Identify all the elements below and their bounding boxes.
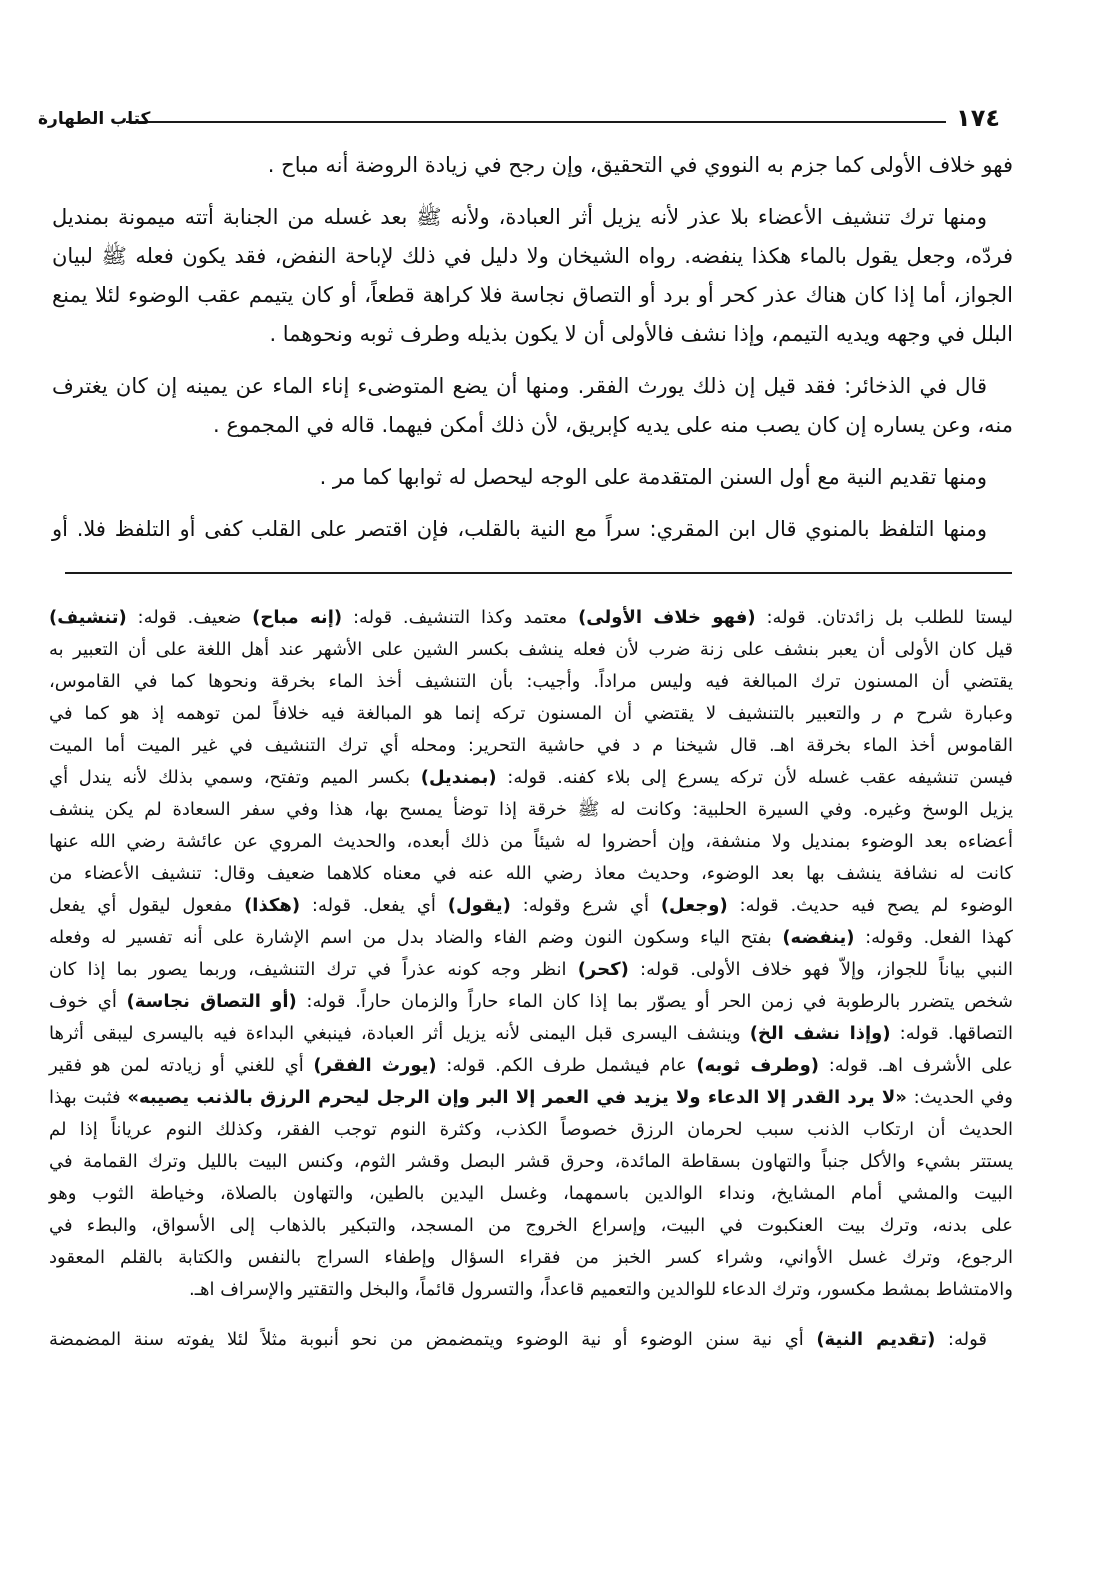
quoted-term: (فهو خلاف الأولى) <box>578 607 756 628</box>
main-paragraph <box>50 367 1013 445</box>
quoted-term: (ينفضه) <box>782 927 855 948</box>
footnote-line <box>47 1050 1013 1082</box>
footnote-line <box>47 858 1013 890</box>
text-run: الجواز، أما إذا كان هناك عذر كحر أو برد أو التصاق نجاسة فلا كراهة قطعاً، أو كان يتيمم عقب الوضوء لئلا يمنع <box>52 283 1013 307</box>
line-text <box>49 858 1013 890</box>
text-run: مفعول ليقول أي يفعل <box>49 895 245 916</box>
line-text <box>49 666 1013 698</box>
footnote-line <box>47 730 1013 762</box>
text-run: فردّه، وجعل يقول بالماء هكذا ينفضه. رواه الشيخان ولا دليل في ذلك لإباحة النفض، فقد يكون فعله ﷺ لبيان <box>52 244 1013 268</box>
line-text <box>49 762 1013 794</box>
line-text <box>49 698 1013 730</box>
text-run: البيت والمشي أمام المشايخ، ونداء الوالدين باسمهما، وغسل اليدين بالطين، والتهاون بالصلاة، وخياطة الثوب وهو <box>49 1183 1013 1204</box>
footnote-line <box>47 698 1013 730</box>
line-text <box>52 276 1013 315</box>
main-paragraph <box>50 146 1013 185</box>
line-text <box>49 1146 1013 1178</box>
line-text <box>269 315 1013 354</box>
footnote-line <box>47 1242 1013 1274</box>
running-title: كتاب الطهارة <box>38 109 151 129</box>
footnote-line <box>47 762 1013 794</box>
quoted-term: (تقديم النية) <box>816 1329 936 1350</box>
quoted-term: (أو التصاق نجاسة) <box>126 991 297 1012</box>
text-run: عام فيشمل طرف الكم. قوله: <box>436 1055 697 1076</box>
text-run: أي للغني أو زيادته لمن هو فقير <box>48 1055 314 1076</box>
line-text <box>49 1050 1013 1082</box>
text-run: قيل كان الأولى أن يعبر بنشف على زنة ضرب لأن فعله ينشف بكسر الشين على الأشهر عند أهل اللغة على أن التعبير به <box>49 639 1013 660</box>
text-run: بفتح الياء وسكون النون وضم الفاء والضاد بدل من اسم الإشارة على أنه تفسير له وفعله <box>49 927 783 948</box>
line-text <box>49 1324 987 1356</box>
line-text <box>49 794 1013 826</box>
quoted-term: (هكذا) <box>244 895 301 916</box>
footnote-paragraph <box>47 602 1013 1306</box>
text-run: فثبت بهذا <box>48 1087 128 1108</box>
main-paragraph <box>50 198 1013 354</box>
text-run: التصاقها. قوله: <box>890 1023 1013 1044</box>
main-text-line <box>50 367 1013 406</box>
page-number: ١٧٤ <box>956 104 1000 132</box>
text-run: الوضوء لم يصح فيه حديث. قوله: <box>727 895 1013 916</box>
text-run: أي نية سنن الوضوء أو نية الوضوء ويتمضمض من نحو أنبوبة مثلاً لئلا يفوته سنة المضمضة <box>49 1329 817 1350</box>
line-text <box>49 1082 1013 1114</box>
text-run: ضعيف. قوله: <box>126 607 253 628</box>
main-text-line <box>50 146 1013 185</box>
text-run: الرجوع، وترك غسل الأواني، وشراء كسر الخبز من فقراء السؤال وإطفاء السراج بالنفس والكتابة بالقلم المعقود <box>49 1247 1013 1268</box>
text-run: يستتر بشيء والأكل جنباً والتهاون بسقاطة المائدة، وحرق قشر البصل وقشر الثوم، وكنس البيت بالليل وترك القمامة في <box>49 1151 1013 1172</box>
quoted-term: «لا يرد القدر إلا الدعاء ولا يزيد في العمر إلا البر وإن الرجل ليحرم الرزق بالذنب يصيبه» <box>127 1087 907 1108</box>
footnote-line <box>47 602 1013 634</box>
text-run: وعبارة شرح م ر والتعبير بالتنشيف لا يقتضي أن المسنون تركه إنما هو المبالغة فيه خلافاً لمن توهمه إذ هو كما في <box>49 703 1013 724</box>
main-paragraph <box>50 458 1013 497</box>
line-text <box>49 890 1013 922</box>
header-rule <box>126 121 946 123</box>
footnote-line <box>47 1178 1013 1210</box>
line-text <box>189 1274 1013 1306</box>
main-text-line <box>50 315 1013 354</box>
line-text <box>49 922 1013 954</box>
quoted-term: (وطرف ثوبه) <box>696 1055 820 1076</box>
text-run: أي خوف <box>49 991 127 1012</box>
line-text <box>52 237 1013 276</box>
text-run: ومنها تقديم النية مع أول السنن المتقدمة على الوجه ليحصل له ثوابها كما مر . <box>319 465 987 489</box>
text-run: قوله: <box>935 1329 987 1350</box>
text-run: معتمد وكذا التنشيف. قوله: <box>342 607 579 628</box>
main-text-line <box>50 198 1013 237</box>
footnote-paragraph <box>47 1324 1013 1356</box>
quoted-term: (وجعل) <box>660 895 728 916</box>
footnote-line <box>47 794 1013 826</box>
main-text-line <box>50 510 1013 549</box>
line-text <box>52 510 987 549</box>
text-run: كهذا الفعل. وقوله: <box>854 927 1013 948</box>
line-text <box>320 458 987 497</box>
text-run: انظر وجه كونه عذراً في ترك التنشيف، وربما يصور بما إذا كان <box>49 959 578 980</box>
line-text <box>49 954 1013 986</box>
text-run: ومنها ترك تنشيف الأعضاء بلا عذر لأنه يزيل أثر العبادة، ولأنه ﷺ بعد غسله من الجنابة أتته ميمونة بمنديل <box>52 205 987 229</box>
text-run: ومنها التلفظ بالمنوي قال ابن المقري: سراً مع النية بالقلب، فإن اقتصر على القلب كفى أو التلفظ فلا. أو <box>52 517 987 541</box>
text-run: ليستا للطلب بل زائدتان. قوله: <box>755 607 1013 628</box>
text-run: كانت له نشافة ينشف بها بعد الوضوء، وحديث معاذ رضي الله عنه في معناه كلاهما ضعيف وقال: تنشيف الأعضاء من <box>49 863 1013 884</box>
footnotes <box>47 602 1013 1356</box>
footnote-line <box>47 1210 1013 1242</box>
text-run: يقتضي أن المسنون ترك المبالغة فيه وليس مراداً. وأجيب: بأن التنشيف أخذ الماء بخرقة ونحوها كما في القاموس، <box>49 671 1013 692</box>
footnote-line <box>47 1018 1013 1050</box>
main-text-line <box>50 406 1013 445</box>
text-run: أعضاءه بعد الوضوء بمنديل ولا منشفة، وإن أحضروا له شيئاً من ذلك أبعده، والحديث المروي عن عائشة رضي الله عنها <box>49 831 1013 852</box>
text-run: قال في الذخائر: فقد قيل إن ذلك يورث الفقر. ومنها أن يضع المتوضىء إناء الماء عن يمينه إن كان يغترف <box>52 374 987 398</box>
text-run: الحديث أن ارتكاب الذنب سبب لحرمان الرزق خصوصاً الكذب، وكثرة النوم توجب الفقر، وكذلك النوم عرياناً إذا لم <box>49 1119 1013 1140</box>
quoted-term: (كحر) <box>577 959 629 980</box>
text-run: النبي بياناً للجواز، وإلاّ فهو خلاف الأولى. قوله: <box>628 959 1013 980</box>
footnote-line <box>47 1114 1013 1146</box>
text-run: القاموس أخذ الماء بخرقة اهـ. قال شيخنا م د في حاشية التحرير: ومحله أي ترك التنشيف في غير الميت أما الميت <box>49 735 1013 756</box>
text-run: شخص يتضرر بالرطوبة في زمن الحر أو يصوّر بما إذا كان الماء حاراً والزمان حاراً. قوله: <box>296 991 1013 1012</box>
text-run: البلل في وجهه ويديه التيمم، وإذا نشف فالأولى أن لا يكون بذيله وطرف ثوبه ونحوهما . <box>269 322 1013 346</box>
quoted-term: (تنشيف) <box>49 607 127 628</box>
footnote-line <box>47 634 1013 666</box>
text-run: أي يفعل. قوله: <box>300 895 448 916</box>
line-text <box>49 1018 1013 1050</box>
quoted-term: (وإذا نشف الخ) <box>749 1023 891 1044</box>
quoted-term: (يقول) <box>447 895 511 916</box>
footnote-line <box>47 922 1013 954</box>
main-text-line <box>50 276 1013 315</box>
line-text <box>52 367 987 406</box>
text-run: فهو خلاف الأولى كما جزم به النووي في التحقيق، وإن رجح في زيادة الروضة أنه مباح . <box>267 153 1013 177</box>
footnote-line <box>47 1274 1013 1306</box>
text-run: أي شرع وقوله: <box>510 895 661 916</box>
text-run: فيسن تنشيفه عقب غسله لأن تركه يسرع إلى بلاء كفنه. قوله: <box>496 767 1013 788</box>
quoted-term: (يورث الفقر) <box>313 1055 437 1076</box>
footnote-line <box>47 1146 1013 1178</box>
quoted-term: (بمنديل) <box>420 767 497 788</box>
line-text <box>49 634 1013 666</box>
line-text <box>49 1210 1013 1242</box>
line-text <box>49 1114 1013 1146</box>
line-text <box>49 730 1013 762</box>
main-text <box>50 146 1013 549</box>
footnote-line <box>47 986 1013 1018</box>
line-text <box>213 406 1013 445</box>
footnote-line <box>47 890 1013 922</box>
text-run: وينشف اليسرى قبل اليمنى لأنه يزيل أثر العبادة، فينبغي البداءة فيه باليسرى ليبقى أثرها <box>49 1023 750 1044</box>
text-run: بكسر الميم وتفتح، وسمي بذلك لأنه يندل أي <box>49 767 421 788</box>
line-text <box>49 1178 1013 1210</box>
footnote-line <box>47 1324 1013 1356</box>
text-run: يزيل الوسخ وغيره. وفي السيرة الحلبية: وكانت له ﷺ خرقة إذا توضأ يمسح بها، هذا وفي سفر السعادة لم يكن ينشف <box>49 799 1013 820</box>
main-paragraph <box>50 510 1013 549</box>
footnote-line <box>47 666 1013 698</box>
line-text <box>52 198 987 237</box>
text-run: منه، وعن يساره إن كان يصب منه على يديه كإبريق، لأن ذلك أمكن فيهما. قاله في المجموع . <box>213 413 1013 437</box>
line-text <box>49 986 1013 1018</box>
line-text <box>49 602 1013 634</box>
line-text <box>49 826 1013 858</box>
text-run: والامتشاط بمشط مكسور، وترك الدعاء للوالدين والتعميم قاعداً، والتسرول قائماً، والبخل والتقتير والإسراف اهـ. <box>189 1279 1013 1300</box>
footnote-line <box>47 954 1013 986</box>
line-text <box>49 1242 1013 1274</box>
text-run: على الأشرف اهـ. قوله: <box>819 1055 1013 1076</box>
text-run: على بدنه، وترك بيت العنكبوت في البيت، وإسراع الخروج من المسجد، والتبكير بالذهاب إلى الأسواق، والبطء في <box>49 1215 1013 1236</box>
footnote-line <box>47 1082 1013 1114</box>
main-text-line <box>50 237 1013 276</box>
quoted-term: (إنه مباح) <box>252 607 343 628</box>
text-run: وفي الحديث: <box>906 1087 1013 1108</box>
footnote-separator-rule <box>65 572 1012 574</box>
line-text <box>268 146 1013 185</box>
main-text-line <box>50 458 1013 497</box>
footnote-line <box>47 826 1013 858</box>
